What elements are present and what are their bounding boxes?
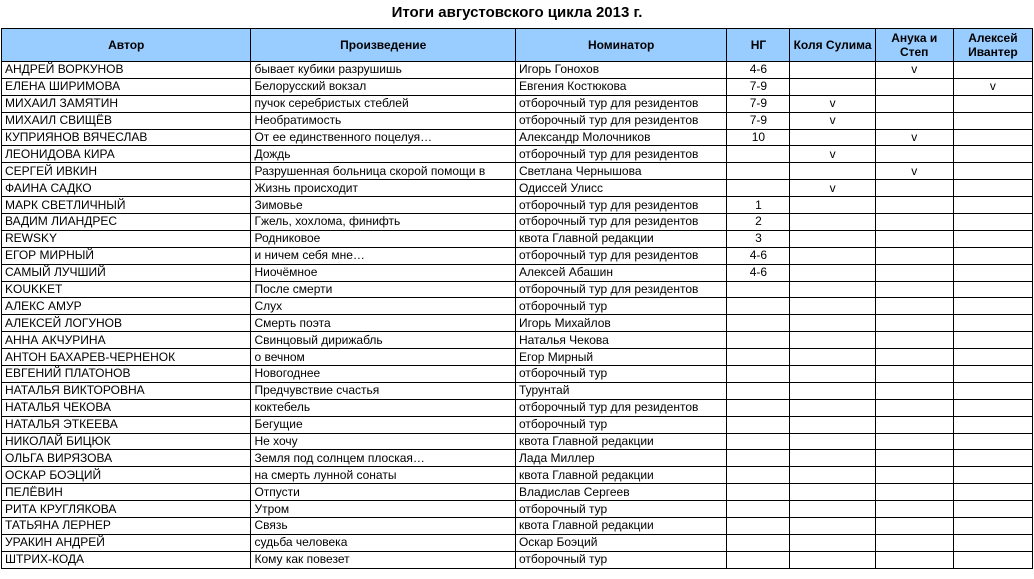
nominator-cell: квота Главной редакции — [515, 467, 726, 484]
author-cell: REWSKY — [2, 230, 251, 247]
table-row — [2, 416, 1033, 433]
table-row — [2, 78, 1033, 95]
author-cell: ЕЛЕНА ШИРИМОВА — [2, 78, 251, 95]
work-cell: От ее единственного поцелуя… — [251, 129, 516, 146]
work-cell: Дождь — [251, 146, 516, 163]
aleksey-ivanter-cell — [953, 146, 1032, 163]
ng-cell — [727, 551, 790, 568]
anuka-step-cell — [875, 230, 953, 247]
ng-cell — [727, 146, 790, 163]
ng-cell — [727, 534, 790, 551]
nominator-cell: Оскар Боэций — [515, 534, 726, 551]
table-row — [2, 247, 1033, 264]
anuka-step-cell — [875, 366, 953, 383]
anuka-step-cell — [875, 146, 953, 163]
kolya-sulima-cell — [790, 264, 875, 281]
ng-cell — [727, 366, 790, 383]
ng-cell — [727, 281, 790, 298]
anuka-step-cell — [875, 416, 953, 433]
author-cell: НАТАЛЬЯ ВИКТОРОВНА — [2, 382, 251, 399]
aleksey-ivanter-cell — [953, 315, 1032, 332]
author-cell: КУПРИЯНОВ ВЯЧЕСЛАВ — [2, 129, 251, 146]
table-row — [2, 366, 1033, 383]
author-cell: АЛЕКС АМУР — [2, 298, 251, 315]
anuka-step-cell — [875, 484, 953, 501]
nominator-cell: отборочный тур — [515, 501, 726, 518]
work-cell: Смерть поэта — [251, 315, 516, 332]
author-cell: АННА АКЧУРИНА — [2, 332, 251, 349]
nominator-cell: Евгения Костюкова — [515, 78, 726, 95]
anuka-step-cell — [875, 501, 953, 518]
aleksey-ivanter-cell — [953, 129, 1032, 146]
work-cell: Белорусский вокзал — [251, 78, 516, 95]
anuka-step-cell — [875, 534, 953, 551]
header-aleksey-ivanter: Алексей Ивантер — [953, 29, 1032, 62]
author-cell: ВАДИМ ЛИАНДРЕС — [2, 214, 251, 231]
nominator-cell: Игорь Михайлов — [515, 315, 726, 332]
kolya-sulima-cell — [790, 484, 875, 501]
kolya-sulima-cell — [790, 416, 875, 433]
anuka-step-cell: v — [875, 129, 953, 146]
table-row — [2, 467, 1033, 484]
anuka-step-cell: v — [875, 163, 953, 180]
table-row — [2, 180, 1033, 197]
author-cell: ТАТЬЯНА ЛЕРНЕР — [2, 518, 251, 535]
aleksey-ivanter-cell — [953, 349, 1032, 366]
anuka-step-cell — [875, 95, 953, 112]
kolya-sulima-cell — [790, 78, 875, 95]
header-ng: НГ — [727, 29, 790, 62]
nominator-cell: квота Главной редакции — [515, 518, 726, 535]
aleksey-ivanter-cell — [953, 467, 1032, 484]
kolya-sulima-cell — [790, 163, 875, 180]
nominator-cell: Лада Миллер — [515, 450, 726, 467]
ng-cell — [727, 450, 790, 467]
table-row — [2, 197, 1033, 214]
anuka-step-cell — [875, 180, 953, 197]
anuka-step-cell — [875, 112, 953, 129]
ng-cell: 2 — [727, 214, 790, 231]
work-cell: о вечном — [251, 349, 516, 366]
aleksey-ivanter-cell — [953, 484, 1032, 501]
aleksey-ivanter-cell — [953, 230, 1032, 247]
header-nominator: Номинатор — [515, 29, 726, 62]
nominator-cell: отборочный тур для резидентов — [515, 281, 726, 298]
table-row — [2, 518, 1033, 535]
kolya-sulima-cell — [790, 315, 875, 332]
ng-cell: 10 — [727, 129, 790, 146]
aleksey-ivanter-cell — [953, 62, 1032, 79]
aleksey-ivanter-cell — [953, 518, 1032, 535]
nominator-cell: отборочный тур для резидентов — [515, 95, 726, 112]
anuka-step-cell — [875, 433, 953, 450]
ng-cell — [727, 416, 790, 433]
kolya-sulima-cell: v — [790, 180, 875, 197]
kolya-sulima-cell — [790, 450, 875, 467]
work-cell: и ничем себя мне… — [251, 247, 516, 264]
anuka-step-cell — [875, 332, 953, 349]
nominator-cell: Игорь Гонохов — [515, 62, 726, 79]
nominator-cell: квота Главной редакции — [515, 433, 726, 450]
header-work: Произведение — [251, 29, 516, 62]
work-cell: коктебель — [251, 399, 516, 416]
nominator-cell: отборочный тур для резидентов — [515, 399, 726, 416]
anuka-step-cell — [875, 382, 953, 399]
aleksey-ivanter-cell — [953, 214, 1032, 231]
kolya-sulima-cell — [790, 551, 875, 568]
table-row — [2, 450, 1033, 467]
anuka-step-cell — [875, 349, 953, 366]
work-cell: судьба человека — [251, 534, 516, 551]
ng-cell: 1 — [727, 197, 790, 214]
author-cell: САМЫЙ ЛУЧШИЙ — [2, 264, 251, 281]
work-cell: пучок серебристых стеблей — [251, 95, 516, 112]
table-row — [2, 214, 1033, 231]
ng-cell: 4-6 — [727, 247, 790, 264]
author-cell: УРАКИН АНДРЕЙ — [2, 534, 251, 551]
aleksey-ivanter-cell — [953, 281, 1032, 298]
aleksey-ivanter-cell — [953, 95, 1032, 112]
work-cell: Родниковое — [251, 230, 516, 247]
nominator-cell: Владислав Сергеев — [515, 484, 726, 501]
nominator-cell: отборочный тур для резидентов — [515, 146, 726, 163]
author-cell: ОЛЬГА ВИРЯЗОВА — [2, 450, 251, 467]
kolya-sulima-cell — [790, 230, 875, 247]
nominator-cell: отборочный тур — [515, 416, 726, 433]
author-cell: ПЕЛЁВИН — [2, 484, 251, 501]
header-row — [2, 29, 1033, 62]
table-row — [2, 163, 1033, 180]
ng-cell: 4-6 — [727, 62, 790, 79]
author-cell: ФАИНА САДКО — [2, 180, 251, 197]
anuka-step-cell — [875, 450, 953, 467]
work-cell: Необратимость — [251, 112, 516, 129]
kolya-sulima-cell — [790, 467, 875, 484]
nominator-cell: отборочный тур для резидентов — [515, 197, 726, 214]
ng-cell — [727, 484, 790, 501]
kolya-sulima-cell: v — [790, 146, 875, 163]
work-cell: Ниочёмное — [251, 264, 516, 281]
header-author: Автор — [2, 29, 251, 62]
anuka-step-cell — [875, 197, 953, 214]
table-row — [2, 332, 1033, 349]
aleksey-ivanter-cell — [953, 332, 1032, 349]
work-cell: После смерти — [251, 281, 516, 298]
author-cell: ЕВГЕНИЙ ПЛАТОНОВ — [2, 366, 251, 383]
kolya-sulima-cell — [790, 518, 875, 535]
work-cell: Новогоднее — [251, 366, 516, 383]
nominator-cell: отборочный тур для резидентов — [515, 247, 726, 264]
table-row — [2, 433, 1033, 450]
aleksey-ivanter-cell — [953, 112, 1032, 129]
table-row — [2, 349, 1033, 366]
work-cell: Свинцовый дирижабль — [251, 332, 516, 349]
aleksey-ivanter-cell — [953, 534, 1032, 551]
anuka-step-cell — [875, 214, 953, 231]
author-cell: НИКОЛАЙ БИЦЮК — [2, 433, 251, 450]
author-cell: МИХАИЛ ЗАМЯТИН — [2, 95, 251, 112]
header-kolya-sulima: Коля Сулима — [790, 29, 875, 62]
author-cell: ОСКАР БОЭЦИЙ — [2, 467, 251, 484]
nominator-cell: Светлана Чернышова — [515, 163, 726, 180]
aleksey-ivanter-cell — [953, 366, 1032, 383]
anuka-step-cell — [875, 298, 953, 315]
header-anuka-step: Анука и Степ — [875, 29, 953, 62]
aleksey-ivanter-cell — [953, 197, 1032, 214]
aleksey-ivanter-cell — [953, 399, 1032, 416]
table-row — [2, 230, 1033, 247]
work-cell: Предчувствие счастья — [251, 382, 516, 399]
author-cell: ЛЕОНИДОВА КИРА — [2, 146, 251, 163]
aleksey-ivanter-cell — [953, 501, 1032, 518]
ng-cell — [727, 332, 790, 349]
aleksey-ivanter-cell — [953, 551, 1032, 568]
nominator-cell: отборочный тур — [515, 298, 726, 315]
author-cell: KOUKKET — [2, 281, 251, 298]
work-cell: Не хочу — [251, 433, 516, 450]
author-cell: ШТРИХ-КОДА — [2, 551, 251, 568]
nominator-cell: Турунтай — [515, 382, 726, 399]
table-row — [2, 298, 1033, 315]
table-row — [2, 534, 1033, 551]
work-cell: бывает кубики разрушишь — [251, 62, 516, 79]
anuka-step-cell — [875, 281, 953, 298]
ng-cell — [727, 399, 790, 416]
aleksey-ivanter-cell — [953, 382, 1032, 399]
anuka-step-cell — [875, 467, 953, 484]
nominator-cell: отборочный тур — [515, 366, 726, 383]
nominator-cell: Одиссей Улисс — [515, 180, 726, 197]
ng-cell: 3 — [727, 230, 790, 247]
author-cell: МИХАИЛ СВИЩЁВ — [2, 112, 251, 129]
anuka-step-cell — [875, 264, 953, 281]
anuka-step-cell: v — [875, 62, 953, 79]
table-row — [2, 129, 1033, 146]
anuka-step-cell — [875, 399, 953, 416]
kolya-sulima-cell — [790, 332, 875, 349]
work-cell: Слух — [251, 298, 516, 315]
nominator-cell: квота Главной редакции — [515, 230, 726, 247]
anuka-step-cell — [875, 551, 953, 568]
kolya-sulima-cell — [790, 129, 875, 146]
aleksey-ivanter-cell: v — [953, 78, 1032, 95]
kolya-sulima-cell — [790, 197, 875, 214]
anuka-step-cell — [875, 78, 953, 95]
kolya-sulima-cell — [790, 214, 875, 231]
nominator-cell: отборочный тур для резидентов — [515, 214, 726, 231]
kolya-sulima-cell — [790, 298, 875, 315]
ng-cell: 7-9 — [727, 112, 790, 129]
author-cell: АЛЕКСЕЙ ЛОГУНОВ — [2, 315, 251, 332]
work-cell: Земля под солнцем плоская… — [251, 450, 516, 467]
anuka-step-cell — [875, 247, 953, 264]
ng-cell — [727, 467, 790, 484]
kolya-sulima-cell — [790, 349, 875, 366]
author-cell: ЕГОР МИРНЫЙ — [2, 247, 251, 264]
nominator-cell: отборочный тур для резидентов — [515, 112, 726, 129]
work-cell: Зимовье — [251, 197, 516, 214]
kolya-sulima-cell — [790, 366, 875, 383]
table-row — [2, 484, 1033, 501]
nominator-cell: Егор Мирный — [515, 349, 726, 366]
ng-cell — [727, 349, 790, 366]
aleksey-ivanter-cell — [953, 247, 1032, 264]
ng-cell — [727, 518, 790, 535]
aleksey-ivanter-cell — [953, 298, 1032, 315]
kolya-sulima-cell — [790, 281, 875, 298]
table-row — [2, 62, 1033, 79]
nominator-cell: Александр Молочников — [515, 129, 726, 146]
kolya-sulima-cell: v — [790, 95, 875, 112]
author-cell: СЕРГЕЙ ИВКИН — [2, 163, 251, 180]
kolya-sulima-cell — [790, 62, 875, 79]
results-table — [1, 28, 1033, 569]
table-row — [2, 146, 1033, 163]
nominator-cell: отборочный тур — [515, 551, 726, 568]
kolya-sulima-cell — [790, 433, 875, 450]
kolya-sulima-cell — [790, 382, 875, 399]
kolya-sulima-cell — [790, 247, 875, 264]
aleksey-ivanter-cell — [953, 163, 1032, 180]
nominator-cell: Наталья Чекова — [515, 332, 726, 349]
author-cell: АНДРЕЙ ВОРКУНОВ — [2, 62, 251, 79]
work-cell: Разрушенная больница скорой помощи в — [251, 163, 516, 180]
author-cell: НАТАЛЬЯ ЭТКЕЕВА — [2, 416, 251, 433]
kolya-sulima-cell — [790, 399, 875, 416]
nominator-cell: Алексей Абашин — [515, 264, 726, 281]
author-cell: АНТОН БАХАРЕВ-ЧЕРНЕНОК — [2, 349, 251, 366]
table-body — [2, 62, 1033, 569]
kolya-sulima-cell — [790, 501, 875, 518]
author-cell: НАТАЛЬЯ ЧЕКОВА — [2, 399, 251, 416]
ng-cell — [727, 163, 790, 180]
work-cell: Утром — [251, 501, 516, 518]
page-title: Итоги августовского цикла 2013 г. — [391, 4, 643, 21]
work-cell: Кому как повезет — [251, 551, 516, 568]
ng-cell — [727, 180, 790, 197]
work-cell: Бегущие — [251, 416, 516, 433]
table-row — [2, 399, 1033, 416]
work-cell: на смерть лунной сонаты — [251, 467, 516, 484]
anuka-step-cell — [875, 518, 953, 535]
ng-cell: 7-9 — [727, 95, 790, 112]
ng-cell — [727, 298, 790, 315]
kolya-sulima-cell: v — [790, 112, 875, 129]
work-cell: Связь — [251, 518, 516, 535]
author-cell: МАРК СВЕТЛИЧНЫЙ — [2, 197, 251, 214]
aleksey-ivanter-cell — [953, 264, 1032, 281]
ng-cell — [727, 433, 790, 450]
table-row — [2, 95, 1033, 112]
ng-cell: 7-9 — [727, 78, 790, 95]
kolya-sulima-cell — [790, 534, 875, 551]
work-cell: Жизнь происходит — [251, 180, 516, 197]
table-row — [2, 551, 1033, 568]
work-cell: Гжель, хохлома, финифть — [251, 214, 516, 231]
table-row — [2, 315, 1033, 332]
anuka-step-cell — [875, 315, 953, 332]
table-row — [2, 382, 1033, 399]
table-row — [2, 264, 1033, 281]
table-row — [2, 501, 1033, 518]
aleksey-ivanter-cell — [953, 416, 1032, 433]
ng-cell — [727, 382, 790, 399]
work-cell: Отпусти — [251, 484, 516, 501]
ng-cell: 4-6 — [727, 264, 790, 281]
ng-cell — [727, 315, 790, 332]
aleksey-ivanter-cell — [953, 180, 1032, 197]
aleksey-ivanter-cell — [953, 450, 1032, 467]
ng-cell — [727, 501, 790, 518]
author-cell: РИТА КРУГЛЯКОВА — [2, 501, 251, 518]
table-row — [2, 112, 1033, 129]
table-row — [2, 281, 1033, 298]
aleksey-ivanter-cell — [953, 433, 1032, 450]
